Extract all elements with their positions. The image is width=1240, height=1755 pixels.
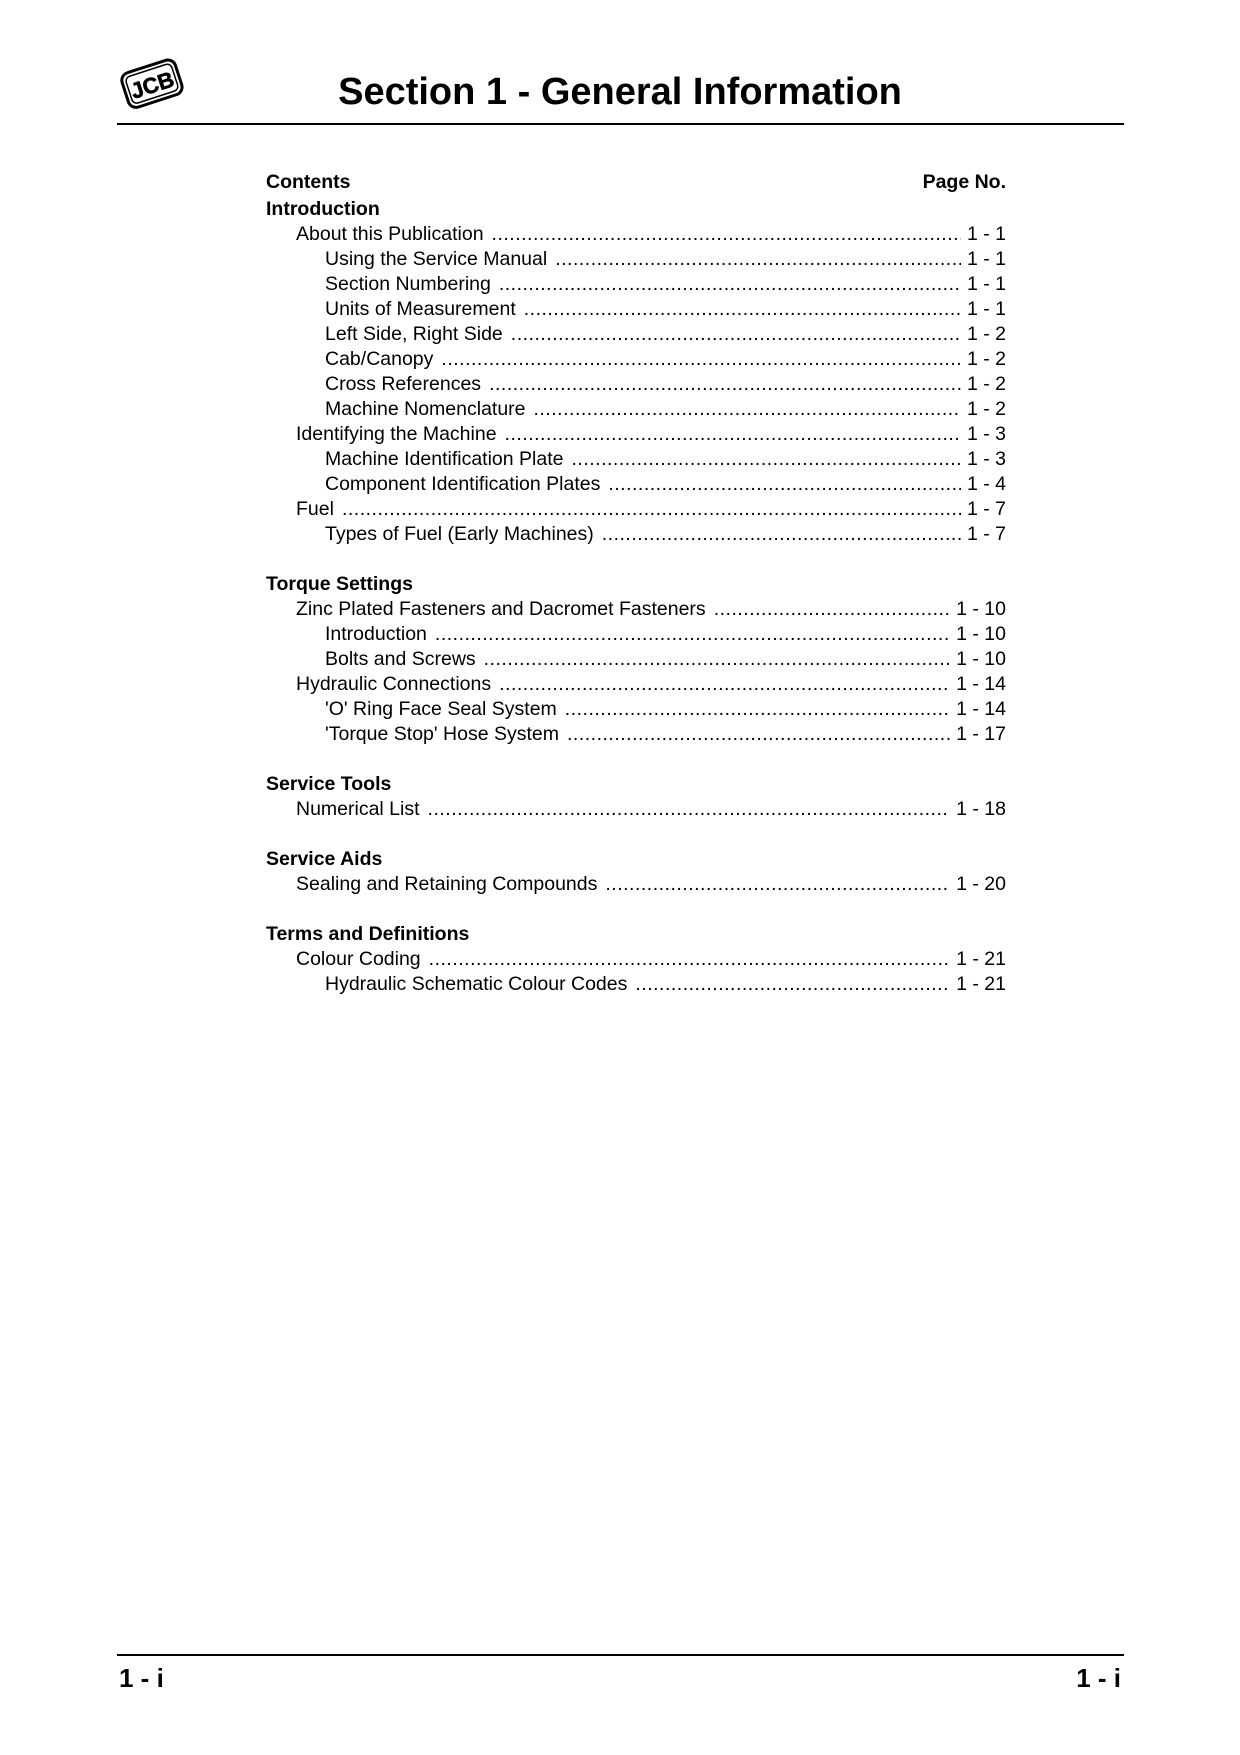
toc-entry-label: Zinc Plated Fasteners and Dacromet Fasteners [296,598,706,620]
toc-entry[interactable] [266,722,1006,747]
toc-entry-label: Hydraulic Connections [296,673,492,695]
toc-entry[interactable] [266,647,1006,672]
toc-section [266,197,1006,547]
toc-dot-leader [534,397,961,422]
logo-text: JCB [127,66,178,104]
toc-dot-leader [435,622,950,647]
toc-dot-leader [429,947,950,972]
toc-entry-page: 1 - 7 [966,523,1006,545]
toc-dot-leader [524,297,961,322]
toc-entry-label: Machine Identification Plate [325,448,564,470]
toc-entry-label: Cross References [325,373,482,395]
footer-rule [117,1654,1124,1656]
toc-entry-page: 1 - 1 [966,298,1006,320]
toc-entry-label: Using the Service Manual [325,248,548,270]
toc-dot-leader [714,597,950,622]
toc-section-title: Service Tools [266,773,392,795]
toc-entry-page: 1 - 14 [956,698,1006,720]
toc-entry-page: 1 - 3 [966,448,1006,470]
toc-entry-page: 1 - 17 [956,723,1006,745]
toc-entry-label: 'O' Ring Face Seal System [325,698,557,720]
toc-entry[interactable] [266,347,1006,372]
toc-entry-page: 1 - 2 [966,398,1006,420]
toc-dot-leader [605,872,950,897]
toc-entry[interactable] [266,872,1006,897]
toc-dot-leader [342,497,961,522]
toc-entry[interactable] [266,297,1006,322]
toc-dot-leader [555,247,961,272]
toc-entry-label: About this Publication [296,223,484,245]
toc-dot-leader [492,222,961,247]
toc-entry-label: Fuel [296,498,334,520]
toc-entry-page: 1 - 2 [966,373,1006,395]
toc-entry-label: Cab/Canopy [325,348,434,370]
toc-dot-leader [571,447,960,472]
toc-dot-leader [505,422,961,447]
toc-entry-page: 1 - 7 [966,498,1006,520]
toc-entry-page: 1 - 10 [956,648,1006,670]
toc-dot-leader [567,722,950,747]
toc-entry-page: 1 - 2 [966,323,1006,345]
toc-entry[interactable] [266,622,1006,647]
toc-section-title: Introduction [266,198,380,220]
toc-entry[interactable] [266,447,1006,472]
toc-dot-leader [602,522,961,547]
toc-dot-leader [635,972,950,997]
toc-entry[interactable] [266,272,1006,297]
toc-dot-leader [484,647,950,672]
toc-entry-page: 1 - 21 [956,973,1006,995]
toc-entry-page: 1 - 20 [956,873,1006,895]
toc-entry[interactable] [266,697,1006,722]
toc-section [266,772,1006,822]
toc-entry[interactable] [266,672,1006,697]
toc-section-title: Terms and Definitions [266,923,470,945]
toc-entry-page: 1 - 2 [966,348,1006,370]
toc-entry[interactable] [266,397,1006,422]
page-title: Section 1 - General Information [338,71,902,113]
toc-entry-page: 1 - 18 [956,798,1006,820]
toc-entry-page: 1 - 14 [956,673,1006,695]
toc-entry-page: 1 - 1 [966,248,1006,270]
toc-entry-label: Colour Coding [296,948,421,970]
toc-entry-label: 'Torque Stop' Hose System [325,723,559,745]
toc-entry-label: Bolts and Screws [325,648,476,670]
toc-entry[interactable] [266,322,1006,347]
footer-page-number-left: 1 - i [119,1663,164,1693]
toc-dot-leader [499,672,950,697]
toc-entry-label: Types of Fuel (Early Machines) [325,523,594,545]
toc-entry-label: Identifying the Machine [296,423,497,445]
toc-entry-page: 1 - 1 [966,273,1006,295]
toc-entry[interactable] [266,422,1006,447]
toc-dot-leader [489,372,961,397]
toc-header [266,170,1006,197]
page-number-label: Page No. [922,171,1006,193]
toc-entry-page: 1 - 21 [956,948,1006,970]
toc-dot-leader [441,347,961,372]
toc-dot-leader [565,697,950,722]
toc-entry[interactable] [266,947,1006,972]
toc-entry[interactable] [266,472,1006,497]
toc-entry[interactable] [266,222,1006,247]
toc-dot-leader [428,797,951,822]
toc-entry-label: Component Identification Plates [325,473,601,495]
header-rule [117,123,1124,125]
toc-section [266,572,1006,747]
toc-entry-label: Numerical List [296,798,420,820]
toc-section-title: Torque Settings [266,573,413,595]
toc-entry-label: Section Numbering [325,273,491,295]
toc-section [266,922,1006,997]
toc-entry[interactable] [266,372,1006,397]
toc-entry[interactable] [266,497,1006,522]
toc-entry-page: 1 - 3 [966,423,1006,445]
contents-label: Contents [266,171,351,193]
table-of-contents [266,170,1006,997]
toc-entry[interactable] [266,522,1006,547]
toc-entry-label: Left Side, Right Side [325,323,503,345]
toc-entry[interactable] [266,247,1006,272]
toc-entry-label: Machine Nomenclature [325,398,526,420]
toc-entry[interactable] [266,597,1006,622]
toc-entry[interactable] [266,972,1006,997]
toc-entry-label: Sealing and Retaining Compounds [296,873,598,895]
toc-dot-leader [608,472,961,497]
toc-sections [266,197,1006,997]
toc-section [266,847,1006,897]
toc-entry-page: 1 - 4 [966,473,1006,495]
toc-entry[interactable] [266,797,1006,822]
toc-section-title: Service Aids [266,848,383,870]
toc-entry-page: 1 - 10 [956,623,1006,645]
toc-entry-label: Units of Measurement [325,298,516,320]
toc-entry-page: 1 - 10 [956,598,1006,620]
toc-entry-page: 1 - 1 [966,223,1006,245]
toc-dot-leader [511,322,961,347]
toc-entry-label: Introduction [325,623,427,645]
toc-dot-leader [499,272,961,297]
footer-page-number-right: 1 - i [1076,1663,1121,1693]
toc-entry-label: Hydraulic Schematic Colour Codes [325,973,628,995]
